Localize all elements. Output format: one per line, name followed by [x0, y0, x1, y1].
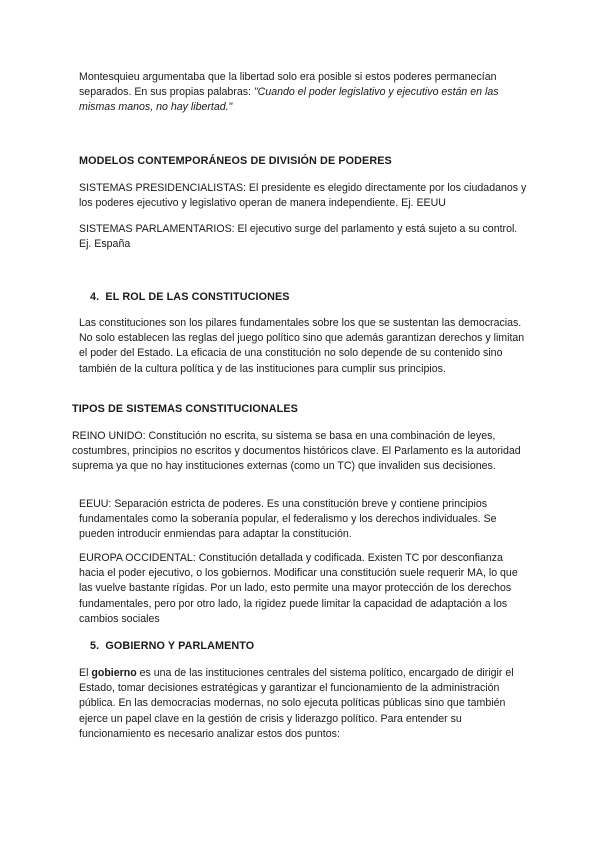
parlamentario-paragraph: SISTEMAS PARLAMENTARIOS: El ejecutivo surge del parlamento y está sujeto a su control. Ej. España	[79, 223, 518, 251]
intro-text: Montesquieu argumentaba que la libertad solo era posible si estos poderes permanecían separados. En sus propias palabras:	[79, 71, 497, 99]
section-5-bold-word: gobierno	[91, 667, 137, 679]
section-5-number: 5.	[90, 640, 100, 652]
section-4-number: 4.	[90, 291, 100, 303]
section-4-title: EL ROL DE LAS CONSTITUCIONES	[105, 291, 290, 303]
section-5-rest: es una de las instituciones centrales del sistema político, encargado de dirigir el Estado, tomar decisiones estratégicas y garantizar el funcionamiento de la administración pública. En las democracias modernas, no solo ejecuta políticas públicas sino que también ejerce un papel clave en la gestión de crisis y liderazgo político. Para entender su funcionamiento es necesario analizar estos dos puntos:	[79, 667, 514, 740]
tipos-heading: TIPOS DE SISTEMAS CONSTITUCIONALES	[72, 403, 298, 415]
section-4-heading	[90, 290, 548, 305]
section-5-title: GOBIERNO Y PARLAMENTO	[105, 640, 255, 652]
section-4-paragraph: Las constituciones son los pilares fundamentales sobre los que se sustentan las democracias. No solo establecen las reglas del juego político sino que además garantizan derechos y limitan el poder del Estado. La eficacia de una constitución no solo depende de su contenido sino también de la cultura política y de las instituciones para cumplir sus principios.	[79, 317, 525, 375]
intro-paragraph	[72, 70, 530, 116]
intro-quote: "Cuando el poder legislativo y ejecutivo están en las mismas manos, no hay libertad."	[79, 86, 499, 114]
presidencial-paragraph: SISTEMAS PRESIDENCIALISTAS: El presidente es elegido directamente por los ciudadanos y los poderes ejecutivo y legislativo operan de manera independiente. Ej. EEUU	[79, 182, 527, 210]
modelos-heading: MODELOS CONTEMPORÁNEOS DE DIVISIÓN DE PODERES	[79, 155, 392, 167]
europa-paragraph: EUROPA OCCIDENTAL: Constitución detallada y codificada. Existen TC por desconfianza hacia el poder ejecutivo, o los gobiernos. Modificar una constitución suele requerir MA, lo que las vuelve bastante rígidas. Por un lado, esto permite una mayor protección de los derechos fundamentales, pero por otro lado, la rigidez puede limitar la capacidad de adaptación a los cambios sociales	[79, 552, 518, 625]
section-5-pre: El	[79, 667, 92, 679]
eeuu-paragraph: EEUU: Separación estricta de poderes. Es una constitución breve y contiene principios fundamentales como la soberanía popular, el federalismo y los derechos individuales. Se pueden introducir enmiendas para adaptar la constitución.	[79, 498, 497, 541]
section-5-paragraph	[72, 666, 530, 742]
reino-unido-paragraph: REINO UNIDO: Constitución no escrita, su sistema se basa en una combinación de leyes, costumbres, principios no escritos y documentos históricos clave. El Parlamento es la autoridad suprema ya que no hay instituciones externas (como un TC) que invaliden sus decisiones.	[72, 430, 521, 473]
section-5-heading	[90, 639, 548, 654]
